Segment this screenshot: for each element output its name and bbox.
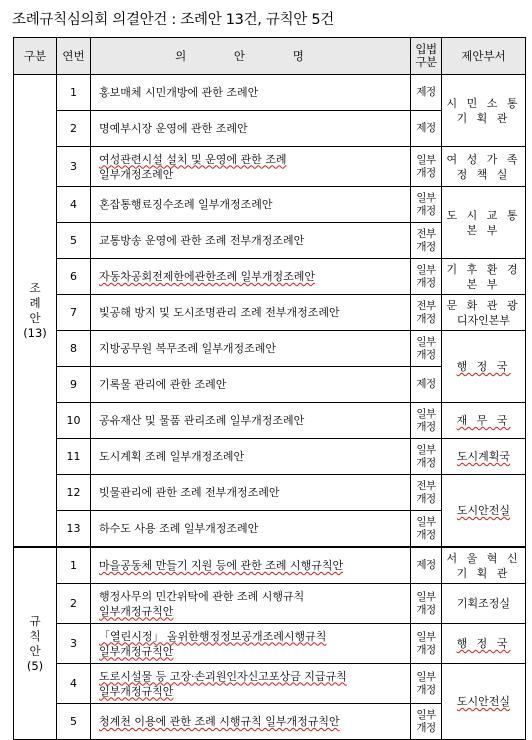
bill-name: 지방공무원 복무조례 일부개정조례안 xyxy=(91,331,411,367)
header-type: 입법 구분 xyxy=(411,38,442,75)
row-number: 2 xyxy=(57,584,91,624)
bill-name: 여성관련시설 설치 및 운영에 관한 조례 일부개정조례안 xyxy=(91,147,411,187)
table-row xyxy=(14,331,526,367)
resolution-table xyxy=(13,37,526,740)
header-dept: 제안부서 xyxy=(442,38,526,75)
row-number: 5 xyxy=(57,704,91,740)
group-label-rule: 규 칙 안 (5) xyxy=(14,547,57,740)
header-name: 의 안 명 xyxy=(91,38,411,75)
legislation-type: 일부 개정 xyxy=(411,624,442,664)
bill-name: 자동차공회전제한에관한조례 일부개정조례안 xyxy=(91,259,411,295)
legislation-type: 전부 개정 xyxy=(411,223,442,259)
legislation-type: 일부 개정 xyxy=(411,187,442,223)
header-number: 연번 xyxy=(57,38,91,75)
table-row xyxy=(14,475,526,511)
header-category: 구분 xyxy=(14,38,57,75)
table-row xyxy=(14,187,526,223)
row-number: 8 xyxy=(57,331,91,367)
legislation-type: 일부 개정 xyxy=(411,704,442,740)
bill-name: 기록물 관리에 관한 조례안 xyxy=(91,367,411,403)
bill-name: 혼잡통행료징수조례 일부개정조례안 xyxy=(91,187,411,223)
legislation-type: 제정 xyxy=(411,111,442,147)
table-row xyxy=(14,584,526,624)
legislation-type: 일부 개정 xyxy=(411,403,442,439)
row-number: 3 xyxy=(57,624,91,664)
row-number: 5 xyxy=(57,223,91,259)
table-row xyxy=(14,547,526,584)
proposing-dept: 도시안전실 xyxy=(442,475,526,548)
row-number: 9 xyxy=(57,367,91,403)
proposing-dept: 도 시 교 통 본 부 xyxy=(442,187,526,259)
row-number: 4 xyxy=(57,664,91,704)
proposing-dept: 서 울 혁 신 기 획 관 xyxy=(442,547,526,584)
bill-name: 명예부시장 운영에 관한 조례안 xyxy=(91,111,411,147)
legislation-type: 일부 개정 xyxy=(411,259,442,295)
proposing-dept: 여 성 가 족 정 책 실 xyxy=(442,147,526,187)
bill-name: 공유재산 및 물품 관리조례 일부개정조례안 xyxy=(91,403,411,439)
bill-name: 홍보매체 시민개방에 관한 조례안 xyxy=(91,75,411,111)
legislation-type: 일부 개정 xyxy=(411,584,442,624)
bill-name: 행정사무의 민간위탁에 관한 조례 시행규칙 일부개정규칙안 xyxy=(91,584,411,624)
bill-name: 청계천 이용에 관한 조례 시행규칙 일부개정규칙안 xyxy=(91,704,411,740)
bill-name: 도로시설물 등 고장·손괴원인자신고포상금 지급규칙 일부개정규칙안 xyxy=(91,664,411,704)
row-number: 7 xyxy=(57,295,91,331)
proposing-dept: 기획조정실 xyxy=(442,584,526,624)
legislation-type: 일부 개정 xyxy=(411,147,442,187)
proposing-dept: 도시안전실 xyxy=(442,664,526,740)
row-number: 3 xyxy=(57,147,91,187)
table-row xyxy=(14,147,526,187)
row-number: 1 xyxy=(57,75,91,111)
proposing-dept: 재 무 국 xyxy=(442,403,526,439)
table-row xyxy=(14,259,526,295)
proposing-dept: 행 정 국 xyxy=(442,331,526,403)
bill-name: 교통방송 운영에 관한 조례 전부개정조례안 xyxy=(91,223,411,259)
legislation-type: 제정 xyxy=(411,75,442,111)
proposing-dept: 시 민 소 통 기 획 관 xyxy=(442,75,526,147)
proposing-dept: 문 화 관 광 디자인본부 xyxy=(442,295,526,331)
row-number: 6 xyxy=(57,259,91,295)
row-number: 11 xyxy=(57,439,91,475)
row-number: 12 xyxy=(57,475,91,511)
table-row xyxy=(14,403,526,439)
table-row xyxy=(14,664,526,704)
group-label-ordinance: 조 례 안 (13) xyxy=(14,75,57,548)
bill-name: 빗물관리에 관한 조례 전부개정조례안 xyxy=(91,475,411,511)
proposing-dept: 도시계획국 xyxy=(442,439,526,475)
legislation-type: 일부 개정 xyxy=(411,439,442,475)
legislation-type: 제정 xyxy=(411,367,442,403)
table-row xyxy=(14,295,526,331)
row-number: 2 xyxy=(57,111,91,147)
bill-name: 「열린시정」 올위한행정정보공개조례시행규칙 일부개정규칙안 xyxy=(91,624,411,664)
row-number: 1 xyxy=(57,547,91,584)
row-number: 4 xyxy=(57,187,91,223)
bill-name: 하수도 사용 조례 일부개정조례안 xyxy=(91,511,411,548)
table-row xyxy=(14,624,526,664)
bill-name: 도시계획 조례 일부개정조례안 xyxy=(91,439,411,475)
proposing-dept: 행 정 국 xyxy=(442,624,526,664)
legislation-type: 일부 개정 xyxy=(411,331,442,367)
table-header-row xyxy=(14,38,526,75)
row-number: 10 xyxy=(57,403,91,439)
legislation-type: 전부 개정 xyxy=(411,295,442,331)
proposing-dept: 기 후 환 경 본 부 xyxy=(442,259,526,295)
legislation-type: 제정 xyxy=(411,547,442,584)
bill-name: 빛공해 방지 및 도시조명관리 조례 전부개정조례안 xyxy=(91,295,411,331)
row-number: 13 xyxy=(57,511,91,548)
legislation-type: 일부 개정 xyxy=(411,664,442,704)
legislation-type: 전부 개정 xyxy=(411,475,442,511)
legislation-type: 일부 개정 xyxy=(411,511,442,548)
bill-name: 마을공동체 만들기 지원 등에 관한 조례 시행규칙안 xyxy=(91,547,411,584)
page-title: 조례규칙심의회 의결안건 : 조례안 13건, 규칙안 5건 xyxy=(12,12,334,28)
table-row xyxy=(14,75,526,111)
table-row xyxy=(14,439,526,475)
